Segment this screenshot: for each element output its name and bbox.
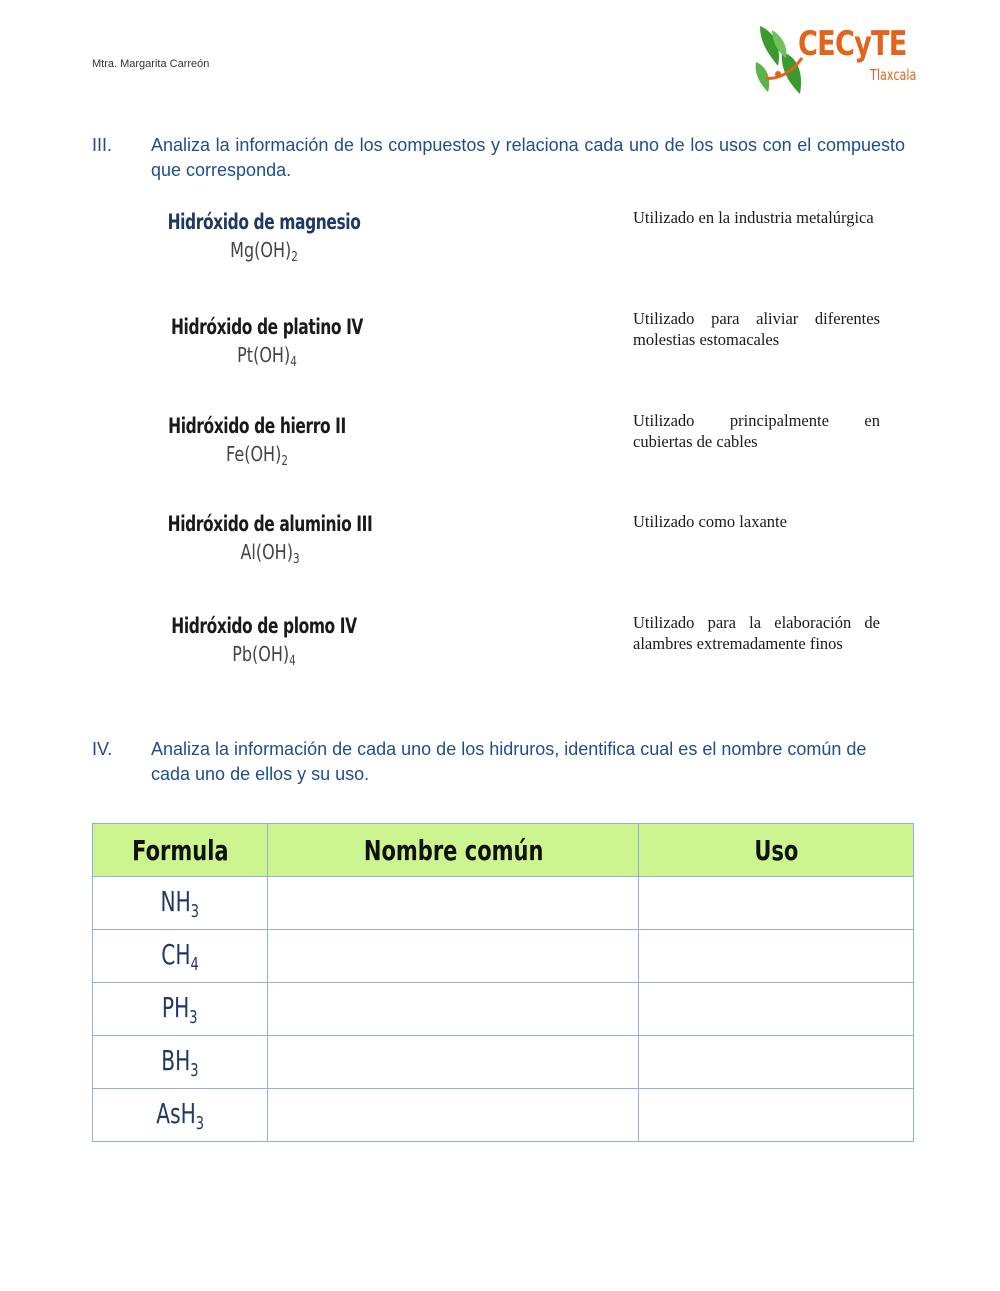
compound-name: Hidróxido de magnesio (167, 210, 361, 234)
common-name-cell[interactable] (267, 877, 639, 930)
compound-item (107, 414, 407, 469)
table-row (93, 930, 914, 983)
cecyte-logo (752, 22, 917, 102)
logo-word: CECyTE (798, 24, 907, 64)
formula-cell: $PH_3$ (93, 983, 268, 1036)
section-4-instruction: Analiza la información de cada uno de los hidruros, identifica cual es el nombre común de cada uno de ellos y su uso. (151, 739, 867, 784)
formula-cell: AsH$_3$ (93, 1089, 268, 1142)
author-name: Mtra. Margarita Carreón (92, 58, 210, 70)
section-4-number: IV. (92, 739, 113, 759)
use-cell[interactable] (639, 983, 914, 1036)
formula-cell: $BH_3$ (93, 1036, 268, 1089)
formula-cell: $CH_4$ (93, 930, 268, 983)
compound-item (117, 315, 417, 370)
compound-formula: $Al(OH)_3$ (240, 540, 300, 567)
table-row (93, 1089, 914, 1142)
common-name-cell[interactable] (267, 983, 639, 1036)
compound-formula: $Mg(OH)_2$ (230, 238, 298, 265)
common-name-cell[interactable] (267, 1036, 639, 1089)
compound-item (114, 614, 414, 669)
use-text: Utilizado en la industria metalúrgica (633, 208, 874, 227)
use-text: Utilizado para aliviar diferentes molestias estomacales (633, 309, 880, 349)
header-formula: Formula (93, 824, 268, 877)
compound-formula: $Pt(OH)_4$ (237, 343, 297, 370)
use-cell[interactable] (639, 877, 914, 930)
compound-item (120, 512, 420, 567)
table-row (93, 877, 914, 930)
header-use: Uso (639, 824, 914, 877)
use-text: Utilizado como laxante (633, 512, 787, 531)
section-3-instruction: Analiza la información de los compuestos y relaciona cada uno de los usos con el compuesto que corresponda. (151, 135, 905, 180)
section-3-number: III. (92, 135, 113, 155)
compound-formula: $Fe(OH)_2$ (226, 442, 288, 469)
formula-cell: $NH_3$ (93, 877, 268, 930)
header-common-name: Nombre común (267, 824, 639, 877)
table-header-row (93, 824, 914, 877)
compound-name: Hidróxido de aluminio III (167, 512, 373, 536)
use-text: Utilizado para la elaboración de alambres extremadamente finos (633, 613, 880, 653)
compound-name: Hidróxido de hierro II (168, 414, 346, 438)
common-name-cell[interactable] (267, 1089, 639, 1142)
common-name-cell[interactable] (267, 930, 639, 983)
compound-name: Hidróxido de plomo IV (171, 614, 357, 638)
compound-item (114, 210, 414, 265)
table-row (93, 1036, 914, 1089)
use-text: Utilizado principalmente en cubiertas de cables (633, 411, 880, 451)
logo-subtitle: Tlaxcala (870, 66, 917, 84)
use-cell[interactable] (639, 930, 914, 983)
table-row (93, 983, 914, 1036)
use-cell[interactable] (639, 1036, 914, 1089)
use-cell[interactable] (639, 1089, 914, 1142)
compound-name: Hidróxido de platino IV (170, 315, 364, 339)
compound-formula: $Pb(OH)_4$ (232, 642, 296, 669)
hydride-table (92, 823, 914, 1142)
